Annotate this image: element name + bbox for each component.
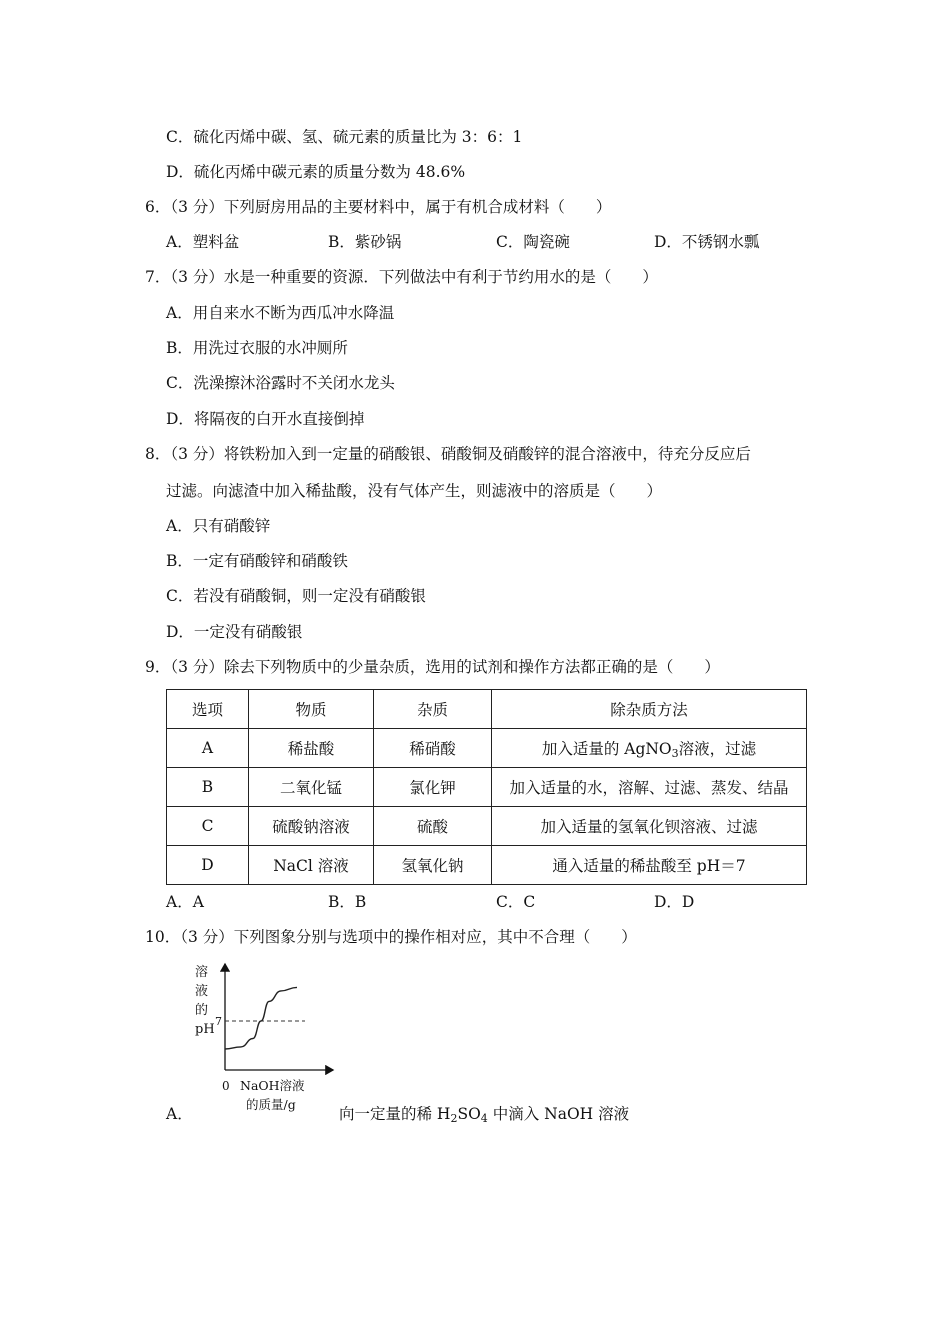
- q9-option-a: A．A: [166, 893, 204, 911]
- table-row: [167, 846, 807, 885]
- q8-stem-line2: 过滤。向滤渣中加入稀盐酸，没有气体产生，则滤液中的溶质是（ ）: [166, 482, 663, 500]
- q5-option-c: C．硫化丙烯中碳、氢、硫元素的质量比为 3：6：1: [166, 128, 523, 146]
- q6-option-a: A．塑料盆: [166, 233, 240, 251]
- table-header: 选项: [167, 690, 249, 729]
- q6-option-c: C．陶瓷碗: [496, 233, 570, 251]
- q10-stem: 10．（3 分）下列图象分别与选项中的操作相对应，其中不合理（ ）: [145, 928, 637, 946]
- table-cell: [492, 729, 807, 768]
- table-cell: B: [167, 768, 249, 807]
- q5-option-d: D．硫化丙烯中碳元素的质量分数为 48.6%: [166, 163, 466, 181]
- table-cell: 稀硝酸: [374, 729, 492, 768]
- y-axis-label-part: 液: [195, 984, 209, 999]
- method-text-pre: 加入适量的 AgNO: [541, 740, 672, 758]
- table-cell: 加入适量的水，溶解、过滤、蒸发、结晶: [492, 768, 807, 807]
- q9-table: [166, 689, 807, 885]
- q6-stem: 6．（3 分）下列厨房用品的主要材料中，属于有机合成材料（ ）: [145, 198, 612, 216]
- table-cell: 通入适量的稀盐酸至 pH＝7: [492, 846, 807, 885]
- x-axis-label-part: 的质量/g: [246, 1097, 296, 1112]
- table-cell: A: [167, 729, 249, 768]
- table-cell: 稀盐酸: [249, 729, 374, 768]
- table-row: [167, 729, 807, 768]
- y-axis-label-part: 的: [195, 1003, 209, 1018]
- q9-option-d: D．D: [654, 893, 695, 911]
- q8-option-a: A．只有硝酸锌: [166, 517, 271, 535]
- q9-option-c: C．C: [496, 893, 536, 911]
- table-cell: C: [167, 807, 249, 846]
- q7-option-c: C．洗澡擦沐浴露时不关闭水龙头: [166, 374, 395, 392]
- table-cell: 硫酸钠溶液: [249, 807, 374, 846]
- table-header: 除杂质方法: [492, 690, 807, 729]
- q8-option-d: D．一定没有硝酸银: [166, 623, 303, 641]
- y-axis-label: [195, 964, 215, 1037]
- q7-option-d: D．将隔夜的白开水直接倒掉: [166, 410, 365, 428]
- table-cell: 二氧化锰: [249, 768, 374, 807]
- ph-chart-svg: [190, 958, 340, 1123]
- method-text-post: 溶液，过滤: [678, 740, 757, 758]
- reference-label: 7: [215, 1015, 222, 1028]
- table-row: [167, 807, 807, 846]
- x-axis-label-part: NaOH溶液: [240, 1078, 305, 1093]
- q9-stem: 9．（3 分）除去下列物质中的少量杂质，选用的试剂和操作方法都正确的是（ ）: [145, 658, 720, 676]
- table-cell: 硫酸: [374, 807, 492, 846]
- q7-option-b: B．用洗过衣服的水冲厕所: [166, 339, 348, 357]
- table-cell: 氯化钾: [374, 768, 492, 807]
- series-line: [225, 987, 297, 1049]
- q7-option-a: A．用自来水不断为西瓜冲水降温: [166, 304, 395, 322]
- table-cell: D: [167, 846, 249, 885]
- ph-chart: [190, 958, 340, 1123]
- q8-option-b: B．一定有硝酸锌和硝酸铁: [166, 552, 348, 570]
- table-header-row: [167, 690, 807, 729]
- q10-option-a-label: A．: [166, 1105, 193, 1123]
- table-header: 物质: [249, 690, 374, 729]
- q8-stem-line1: 8．（3 分）将铁粉加入到一定量的硝酸银、硝酸铜及硝酸锌的混合溶液中，待充分反应后: [145, 445, 751, 463]
- option-text-pre: 向一定量的稀 H: [339, 1105, 451, 1123]
- table-row: [167, 768, 807, 807]
- q6-option-b: B．紫砂锅: [328, 233, 402, 251]
- origin-label: 0: [222, 1079, 230, 1093]
- subscript: 4: [480, 1112, 488, 1125]
- table-cell: 加入适量的氢氧化钡溶液、过滤: [492, 807, 807, 846]
- q6-option-d: D．不锈钢水瓢: [654, 233, 760, 251]
- x-axis-label: [240, 1078, 305, 1112]
- q8-option-c: C．若没有硝酸铜，则一定没有硝酸银: [166, 587, 426, 605]
- table-cell: NaCl 溶液: [249, 846, 374, 885]
- table-cell: 氢氧化钠: [374, 846, 492, 885]
- y-axis-label-part: 溶: [195, 965, 209, 980]
- table-header: 杂质: [374, 690, 492, 729]
- y-axis-label-part: pH: [195, 1022, 215, 1037]
- subscript: 3: [671, 747, 679, 760]
- option-text-post: 中滴入 NaOH 溶液: [487, 1105, 630, 1123]
- subscript: 2: [450, 1112, 458, 1125]
- q10-option-a-text: [339, 1104, 629, 1124]
- q9-option-b: B．B: [328, 893, 367, 911]
- option-text-mid: SO: [457, 1105, 481, 1123]
- q7-stem: 7．（3 分）水是一种重要的资源．下列做法中有利于节约用水的是（ ）: [145, 268, 658, 286]
